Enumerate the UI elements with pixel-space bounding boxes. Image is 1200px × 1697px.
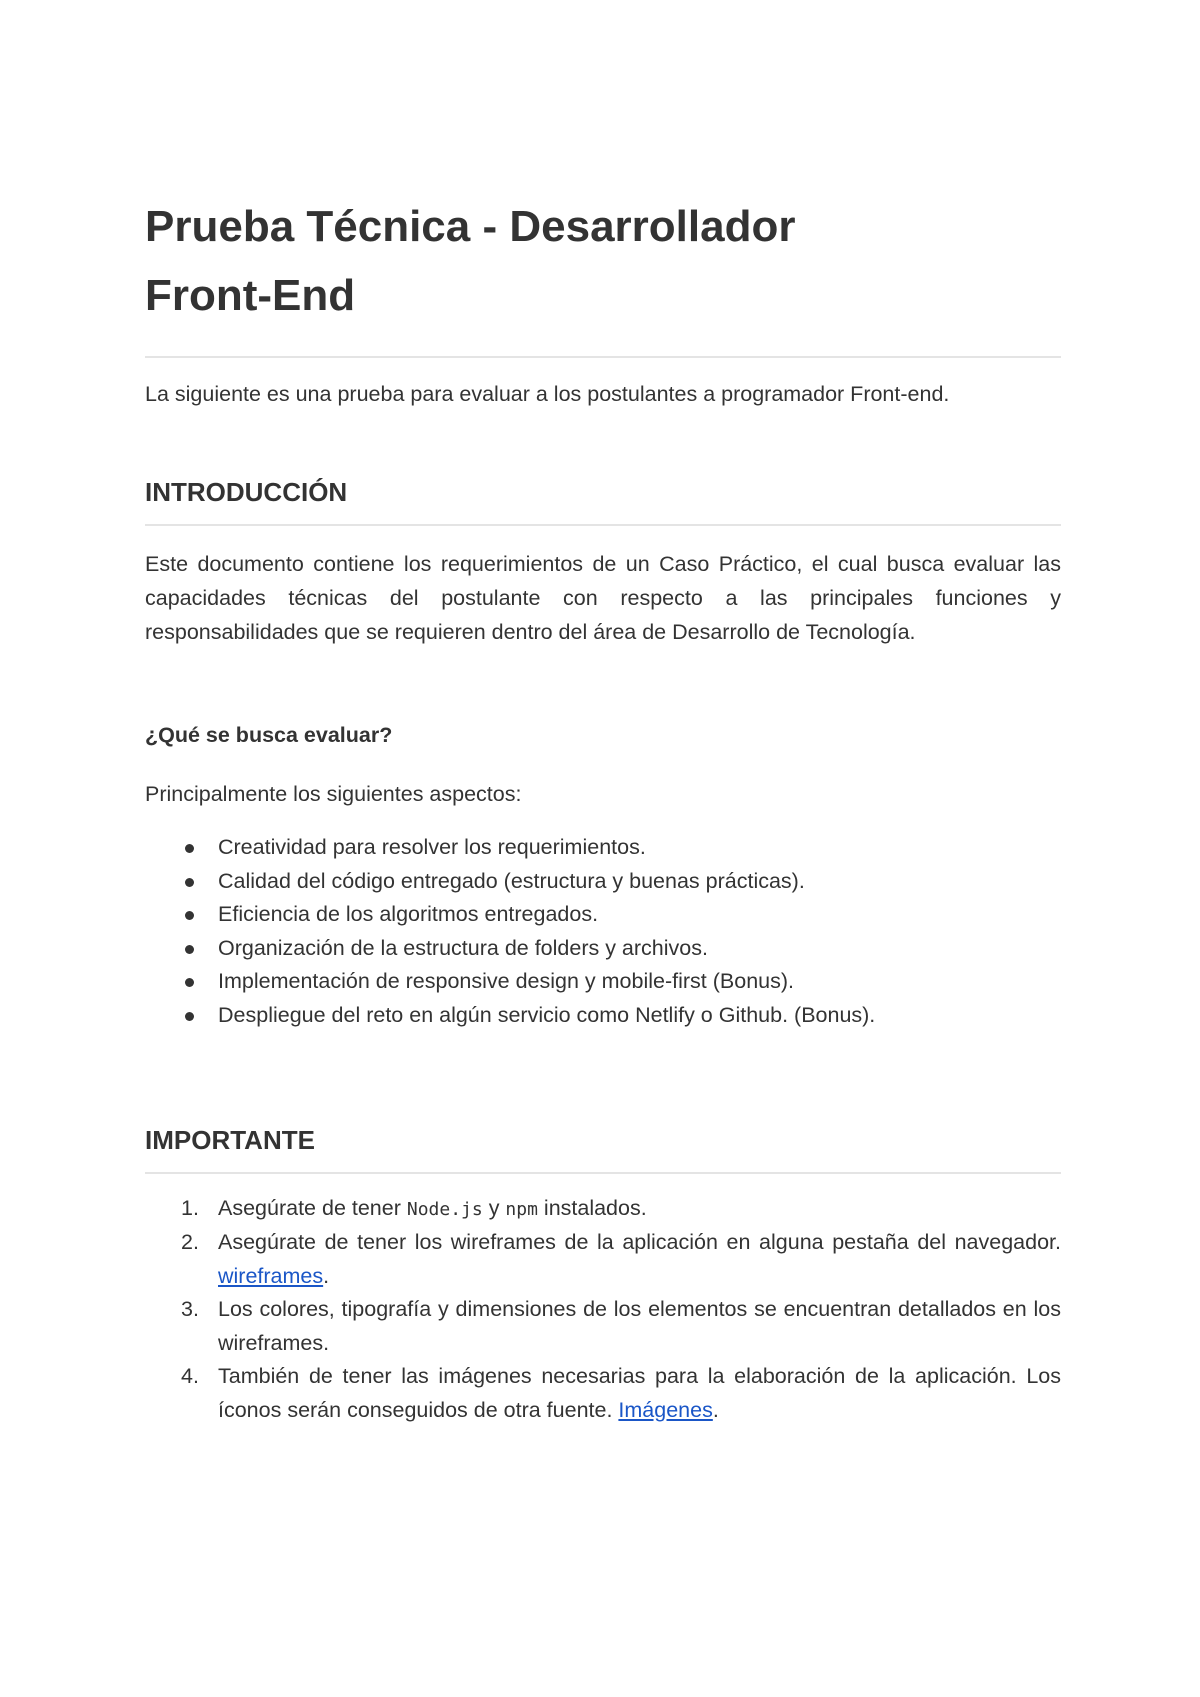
evaluar-heading: ¿Qué se busca evaluar? — [145, 723, 393, 747]
code-nodejs: Node.js — [406, 1198, 483, 1220]
item-number: 1. — [181, 1195, 199, 1220]
bullet-icon — [185, 844, 194, 853]
bullet-icon — [185, 978, 194, 987]
item-number: 2. — [181, 1230, 199, 1255]
list-item-text: Eficiencia de los algoritmos entregados. — [218, 902, 599, 927]
list-item — [145, 999, 1061, 1033]
list-item — [145, 831, 1061, 865]
title-line-1: Prueba Técnica - Desarrollador — [145, 202, 796, 251]
list-item-text: Creatividad para resolver los requerimientos. — [218, 835, 646, 859]
item-text: También de tener las imágenes necesarias para la elaboración de la aplicación. Los íconos serán conseguidos de otra fuente. — [218, 1364, 1061, 1422]
list-item — [145, 898, 1061, 932]
item-text: y — [482, 1195, 506, 1220]
importante-list — [145, 1192, 1061, 1428]
importante-heading: IMPORTANTE — [145, 1124, 315, 1155]
list-item-text: Calidad del código entregado (estructura y buenas prácticas). — [218, 868, 805, 893]
item-text: . — [323, 1263, 330, 1288]
item-text: instalados. — [537, 1195, 647, 1220]
item-text: Asegúrate de tener los wireframes de la aplicación en alguna pestaña del navegador. — [218, 1230, 1061, 1255]
item-number: 4. — [181, 1364, 199, 1389]
bullet-icon — [185, 1012, 194, 1021]
imagenes-link[interactable]: Imágenes — [618, 1397, 713, 1422]
list-item-text: Implementación de responsive design y mobile-first (Bonus). — [218, 969, 794, 994]
numbered-item — [145, 1192, 1061, 1227]
list-item-text: Despliegue del reto en algún servicio como Netlify o Github. (Bonus). — [218, 1002, 876, 1027]
evaluar-list — [145, 831, 1061, 1033]
bullet-icon — [185, 945, 194, 954]
introduccion-divider — [145, 524, 1061, 526]
numbered-item — [145, 1293, 1061, 1360]
numbered-item — [145, 1226, 1061, 1293]
numbered-item — [145, 1360, 1061, 1427]
importante-divider — [145, 1172, 1061, 1174]
item-text: Los colores, tipografía y dimensiones de los elementos se encuentran detallados en los wireframes. — [218, 1297, 1061, 1355]
document-content — [145, 192, 1061, 1427]
title-line-2: Front-End — [145, 271, 356, 320]
item-text: Asegúrate de tener — [218, 1195, 407, 1220]
item-text: . — [712, 1397, 719, 1422]
item-number: 3. — [181, 1297, 199, 1322]
bullet-icon — [185, 911, 194, 920]
code-npm: npm — [505, 1198, 538, 1220]
list-item — [145, 865, 1061, 899]
list-item — [145, 932, 1061, 966]
evaluar-lead: Principalmente los siguientes aspectos: — [145, 782, 522, 806]
intro-text: La siguiente es una prueba para evaluar a los postulantes a programador Front-end. — [145, 382, 950, 406]
wireframes-link[interactable]: wireframes — [218, 1263, 324, 1288]
title-divider — [145, 356, 1061, 358]
introduccion-heading: INTRODUCCIÓN — [145, 477, 348, 507]
document-title — [145, 192, 1061, 330]
bullet-icon — [185, 878, 194, 887]
introduccion-body: Este documento contiene los requerimientos de un Caso Práctico, el cual busca evaluar las capacidades técnicas del postulante con respecto a las principales funciones y responsabilidades que se requieren dentro del área de Desarrollo de Tecnología. — [145, 552, 1061, 644]
list-item — [145, 965, 1061, 999]
list-item-text: Organización de la estructura de folders y archivos. — [218, 935, 708, 960]
